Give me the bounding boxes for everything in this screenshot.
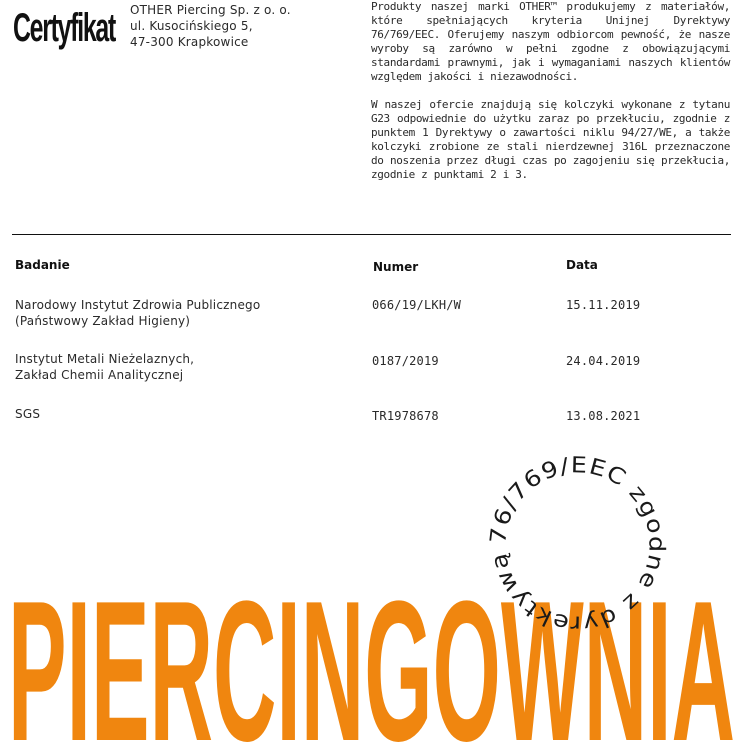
table-row: [15, 351, 194, 383]
stamp-text-path: 76/769/EEC zgodne z dyrektywą: [486, 453, 669, 636]
row-3-badanie-line-1: SGS: [15, 407, 41, 421]
row-3-numer: TR1978678: [372, 409, 439, 423]
header-data: Data: [566, 258, 598, 272]
company-city: 47-300 Krapkowice: [130, 35, 249, 49]
row-1-numer: 066/19/LKH/W: [372, 298, 462, 312]
header-badanie: Badanie: [15, 258, 70, 272]
row-2-numer: 0187/2019: [372, 354, 439, 368]
intro-paragraph-1: Produkty naszej marki OTHER™ produkujemy z materiałów, które spełniających kryteria Unijnej Dyrektywy 76/769/EEC. Oferujemy naszym odbiorcom pewność, że nasze wyroby są zarówno w pełni zgodne z obowiązującymi standardami prawnymi, jak i wymaganiami naszych klientów względem jakości i niezawodności.: [371, 0, 730, 83]
company-name: OTHER Piercing Sp. z o. o.: [130, 3, 291, 17]
row-1-badanie-line-1: Narodowy Instytut Zdrowia Publicznego: [15, 298, 261, 312]
intro-text: [371, 0, 730, 196]
divider: [12, 234, 731, 235]
intro-paragraph-2: W naszej ofercie znajdują się kolczyki wykonane z tytanu G23 odpowiednie do użytku zaraz po przekłuciu, zgodnie z punktem 1 Dyrektywy o zawartości niklu 94/27/WE, a także kolczyki zrobione ze stali nierdzewnej 316L przeznaczone do noszenia przez długi czas po zagojeniu się przekłucia, zgodnie z punktami 2 i 3.: [371, 98, 730, 181]
header-numer: Numer: [373, 260, 419, 274]
stamp-text: [486, 453, 668, 635]
table-row: [15, 406, 40, 422]
row-3-data: 13.08.2021: [566, 409, 641, 423]
row-2-data: 24.04.2019: [566, 354, 641, 368]
row-1-data: 15.11.2019: [566, 298, 641, 312]
directive-stamp: [485, 452, 670, 637]
row-2-badanie-line-2: Zakład Chemii Analitycznej: [15, 368, 184, 382]
certificate-logo: Certyfikat: [13, 6, 115, 50]
brand-word: PIERCINGOWNIA: [8, 560, 735, 745]
table-row: [15, 297, 260, 329]
company-street: ul. Kusocińskiego 5,: [130, 19, 253, 33]
row-1-badanie-line-2: (Państwowy Zakład Higieny): [15, 314, 191, 328]
company-address: [130, 2, 291, 50]
row-2-badanie-line-1: Instytut Metali Nieżelaznych,: [15, 352, 195, 366]
